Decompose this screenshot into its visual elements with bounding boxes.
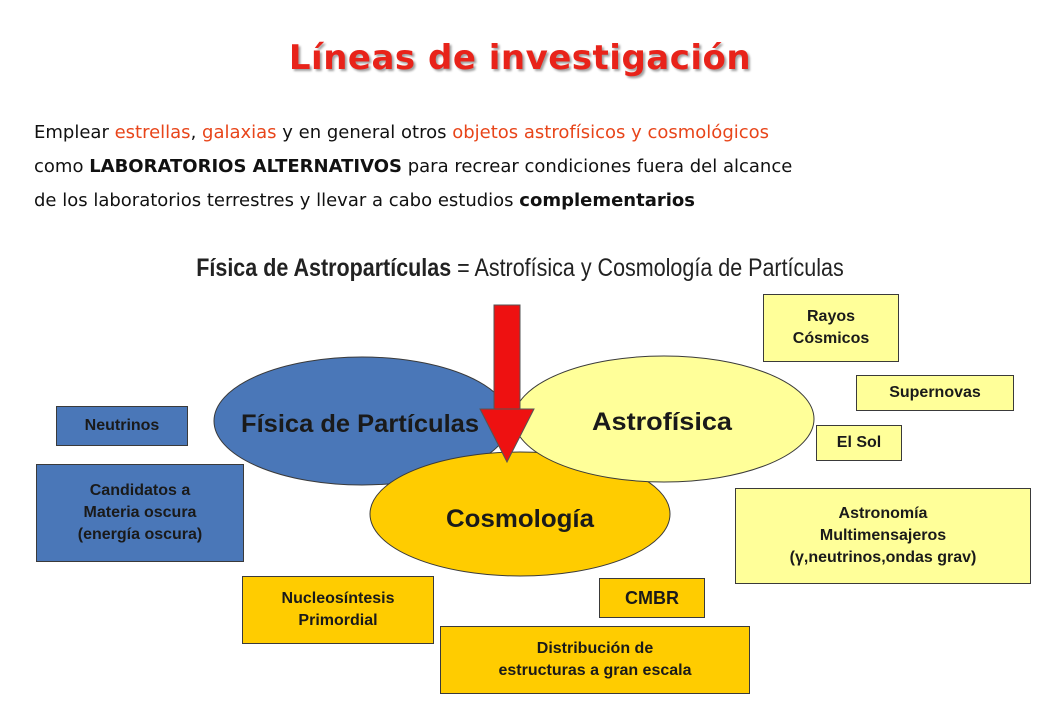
box-cmbr: CMBR <box>599 578 705 618</box>
box-nucleosintesis: Nucleosíntesis Primordial <box>242 576 434 644</box>
intro-text: y en general otros <box>276 122 453 143</box>
intro-text: Emplear <box>34 122 115 143</box>
page-title: Líneas de investigación <box>288 38 752 78</box>
box-el-sol: El Sol <box>816 425 902 461</box>
bold-laboratorios: LABORATORIOS ALTERNATIVOS <box>89 156 402 177</box>
box-rayos-cosmicos: Rayos Cósmicos <box>763 294 899 362</box>
equation-lhs: Física de Astropartículas <box>196 254 452 282</box>
equation-rhs: = Astrofísica y Cosmología de Partículas <box>451 254 844 282</box>
intro-text: , <box>190 122 203 143</box>
highlight-estrellas: estrellas <box>114 122 191 143</box>
box-candidatos: Candidatos a Materia oscura (energía oscura) <box>36 464 244 562</box>
highlight-objetos: objetos astrofísicos y cosmológicos <box>452 122 770 143</box>
box-multimensajeros: Astronomía Multimensajeros (γ,neutrinos,ondas grav) <box>735 488 1031 584</box>
intro-text: para recrear condiciones fuera del alcance <box>401 156 793 177</box>
cosmology-label: Cosmología <box>446 505 596 533</box>
intro-text: como <box>34 156 90 177</box>
highlight-galaxias: galaxias <box>202 122 277 143</box>
astrophysics-label: Astrofísica <box>592 408 734 436</box>
intro-text: de los laboratorios terrestres y llevar a cabo estudios <box>34 190 520 211</box>
particles-label: Física de Partículas <box>241 410 479 438</box>
box-supernovas: Supernovas <box>856 375 1014 411</box>
bold-complementarios: complementarios <box>519 190 695 211</box>
box-distribucion: Distribución de estructuras a gran escala <box>440 626 750 694</box>
box-neutrinos: Neutrinos <box>56 406 188 446</box>
